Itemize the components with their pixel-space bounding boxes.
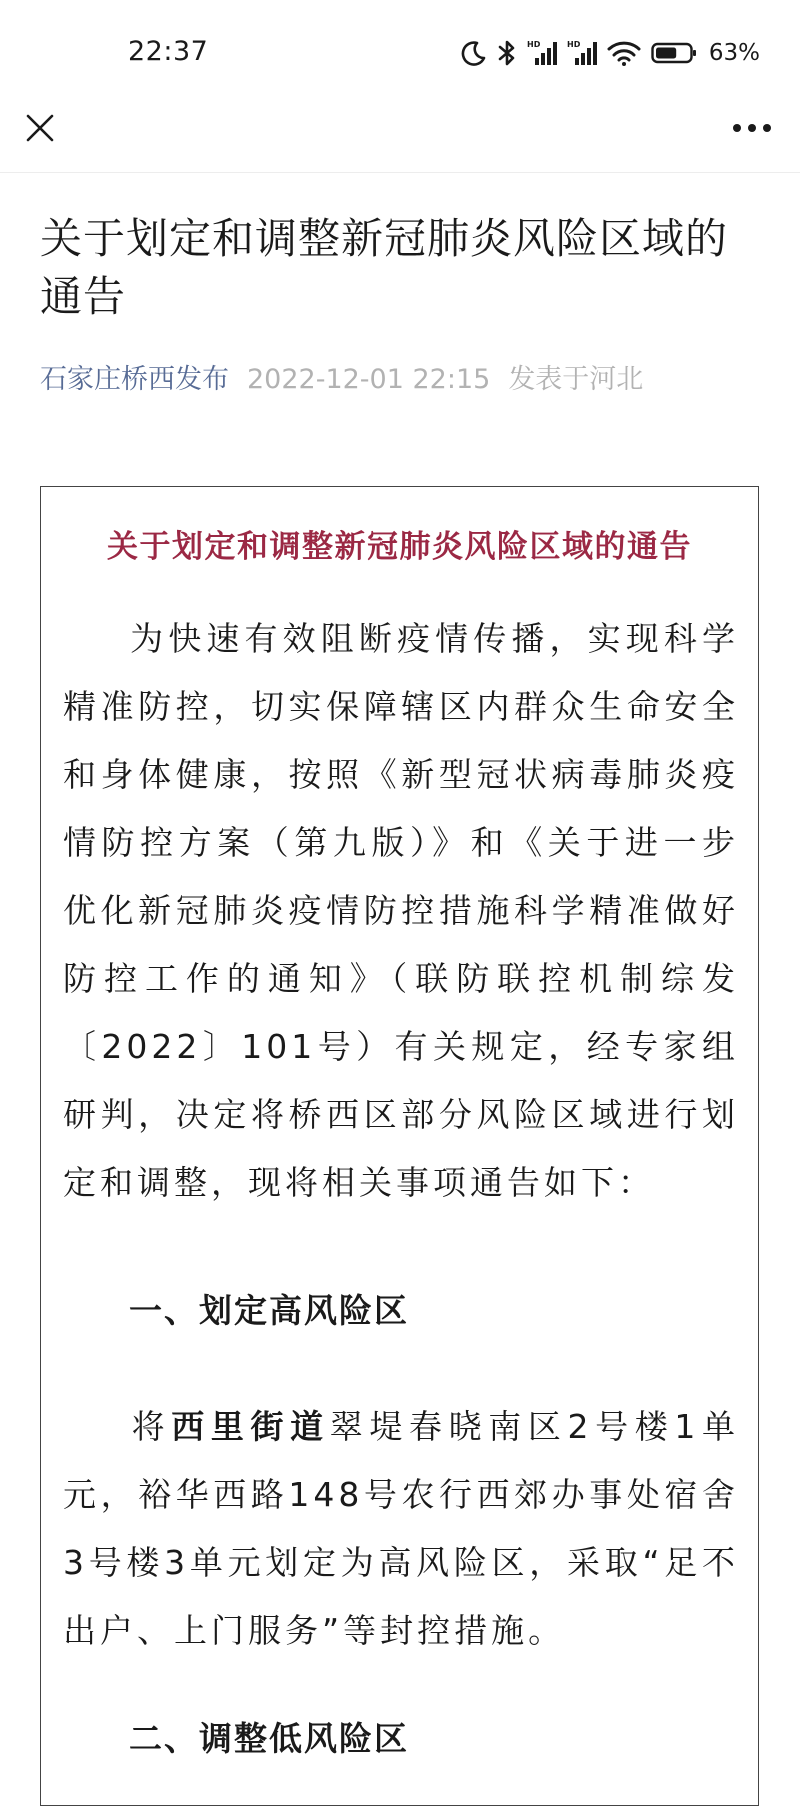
account-name-link[interactable]: 石家庄桥西发布 xyxy=(40,364,229,395)
battery-icon xyxy=(651,41,697,65)
article-title: 关于划定和调整新冠肺炎风险区域的通告 xyxy=(40,214,729,321)
wifi-icon xyxy=(607,40,641,66)
status-bar xyxy=(0,0,800,100)
publish-time: 2022-12-01 22:15 xyxy=(247,364,491,395)
signal-hd-2-icon xyxy=(567,39,597,67)
close-button[interactable] xyxy=(20,108,60,148)
article-meta xyxy=(40,360,760,400)
notice-heading: 关于划定和调整新冠肺炎风险区域的通告 xyxy=(107,529,692,565)
notice-box xyxy=(40,486,759,1806)
section-1-lead: 将 xyxy=(129,1407,172,1446)
section-2-title: 二、调整低风险区 xyxy=(129,1719,409,1758)
status-icons xyxy=(461,36,760,70)
close-icon xyxy=(24,112,56,144)
moon-icon xyxy=(461,40,487,66)
section-1-body: 翠堤春晓南区2号楼1单元，裕华西路148号农行西郊办事处宿舍3号楼3单元划定为高风险区，采取“足不出户、上门服务”等封控措施。 xyxy=(63,1407,739,1650)
signal-hd-2-label: HD xyxy=(566,40,581,49)
battery-percent: 63% xyxy=(708,40,760,66)
section-1-paragraph xyxy=(63,1393,739,1665)
notice-intro-paragraph xyxy=(63,605,739,1217)
nav-bar xyxy=(0,100,800,173)
more-button[interactable] xyxy=(726,108,778,148)
status-time: 22:37 xyxy=(128,36,209,67)
signal-hd-label: HD xyxy=(526,40,541,49)
section-1-title: 一、划定高风险区 xyxy=(129,1291,409,1330)
bluetooth-icon xyxy=(497,39,517,67)
publish-location: 发表于河北 xyxy=(508,364,644,395)
more-dots-icon xyxy=(732,123,772,133)
section-1-street: 西里街道 xyxy=(171,1407,330,1446)
notice-intro-text: 为快速有效阻断疫情传播，实现科学精准防控，切实保障辖区内群众生命安全和身体健康，按照《新型冠状病毒肺炎疫情防控方案（第九版）》和《关于进一步优化新冠肺炎疫情防控措施科学精准做好防控工作的通知》（联防联控机制综发〔2022〕101号）有关规定，经专家组研判，决定将桥西区部分风险区域进行划定和调整，现将相关事项通告如下： xyxy=(63,619,739,1202)
signal-hd-icon xyxy=(527,39,557,67)
